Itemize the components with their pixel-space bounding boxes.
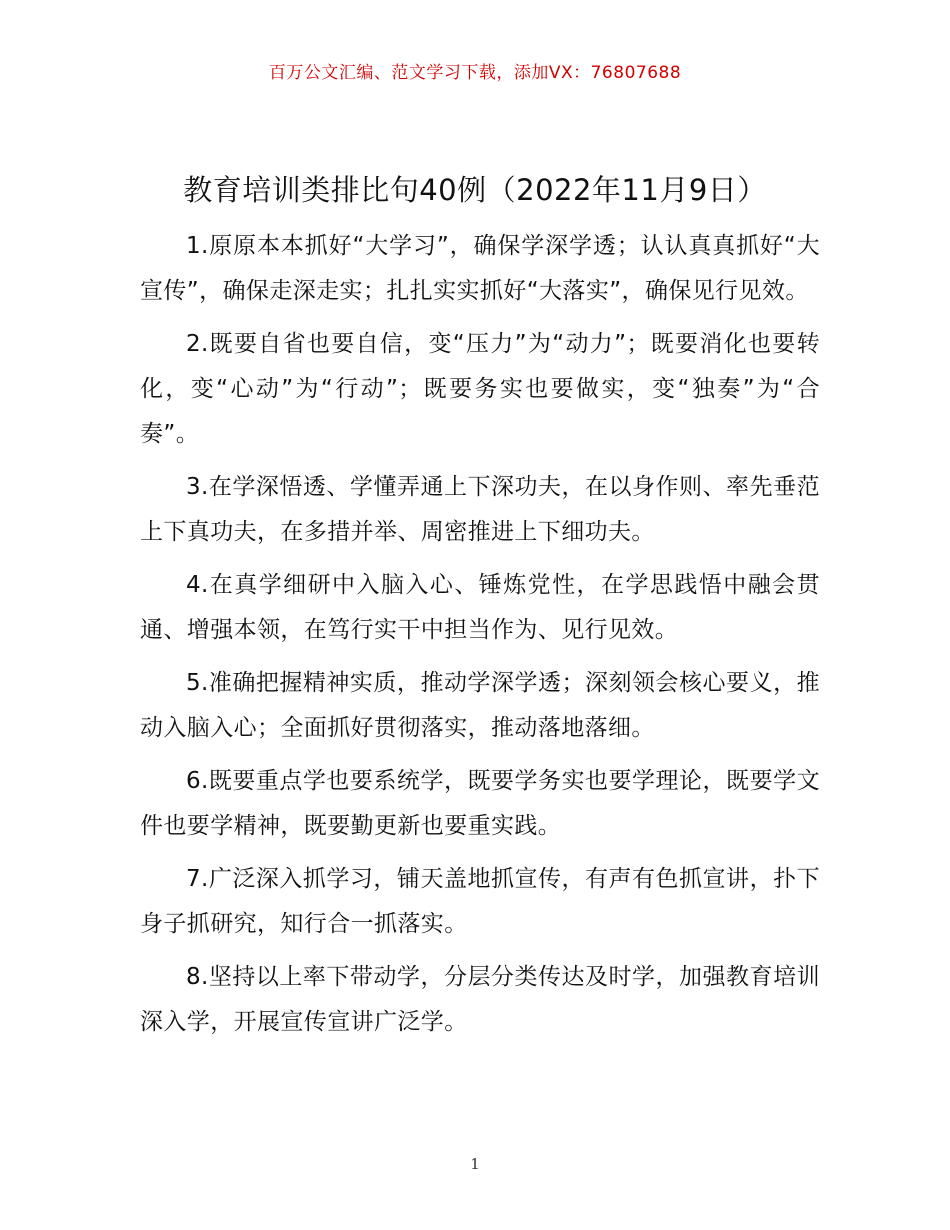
- document-title: 教育培训类排比句40例（2022年11月9日）: [183, 173, 767, 207]
- paragraph-4: 4.在真学细研中入脑入心、锤炼党性，在学思践悟中融会贯通、增强本领，在笃行实干中担当作为、见行见效。: [140, 572, 820, 643]
- paragraph-6: 6.既要重点学也要系统学，既要学务实也要学理论，既要学文件也要学精神，既要勤更新也要重实践。: [140, 768, 820, 839]
- paragraph-1: 1.原原本本抓好“大学习”，确保学深学透；认认真真抓好“大宣传”，确保走深走实；扎扎实实抓好“大落实”，确保见行见效。: [140, 233, 820, 304]
- paragraph-5: 5.准确把握精神实质，推动学深学透；深刻领会核心要义，推动入脑入心；全面抓好贯彻落实，推动落地落细。: [140, 670, 820, 741]
- paragraph-7: 7.广泛深入抓学习，铺天盖地抓宣传，有声有色抓宣讲，扑下身子抓研究，知行合一抓落实。: [140, 866, 820, 937]
- paragraph-8: 8.坚持以上率下带动学，分层分类传达及时学，加强教育培训深入学，开展宣传宣讲广泛学。: [140, 964, 820, 1035]
- paragraph-2: 2.既要自省也要自信，变“压力”为“动力”；既要消化也要转化，变“心动”为“行动”；既要务实也要做实，变“独奏”为“合奏”。: [140, 331, 820, 447]
- page-number: 1: [470, 1155, 480, 1173]
- watermark-header: 百万公文汇编、范文学习下载，添加VX：76807688: [268, 63, 682, 83]
- paragraph-3: 3.在学深悟透、学懂弄通上下深功夫，在以身作则、率先垂范上下真功夫，在多措并举、周密推进上下细功夫。: [140, 474, 820, 545]
- document-body: [140, 224, 820, 1053]
